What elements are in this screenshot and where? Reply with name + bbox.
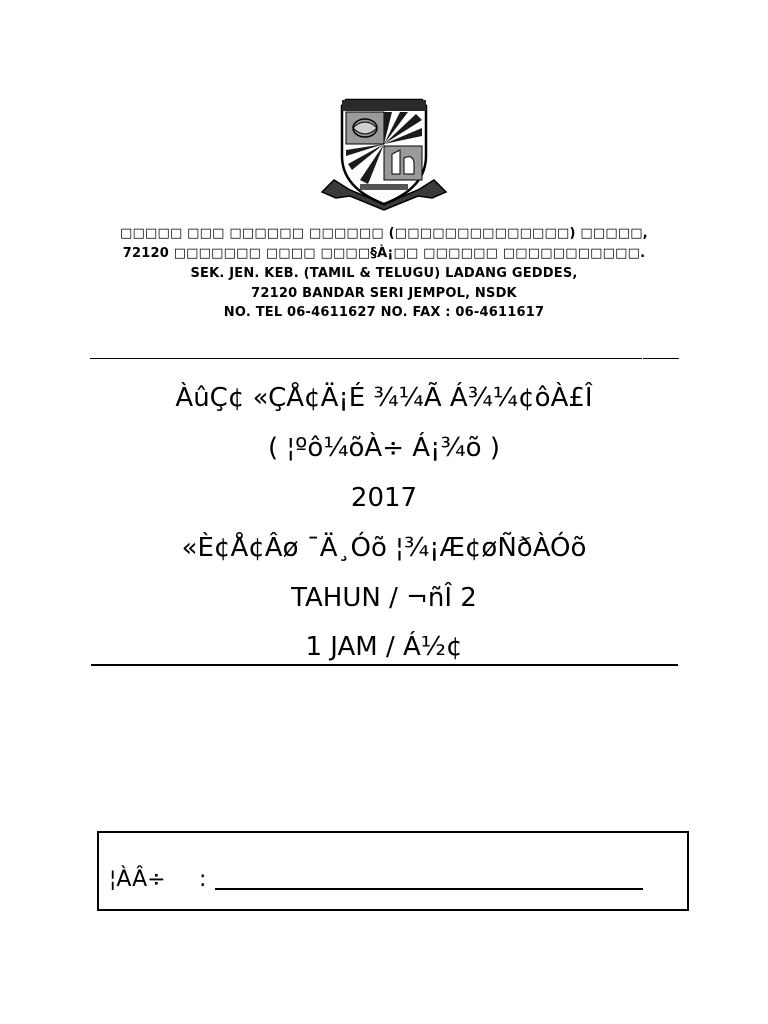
exam-duration: 1 JAM / Á½¢ [305, 632, 463, 662]
student-name-box [97, 831, 689, 911]
school-name-english: SEK. JEN. KEB. (TAMIL & TELUGU) LADANG GEDDES, [190, 266, 578, 281]
exam-title: ÀûÇ¢ «ÇÅ¢Ä¡É ¾¼Ã Á¾¼¢ôÀ£Î [175, 383, 593, 413]
name-entry-line[interactable] [215, 888, 643, 890]
exam-subject: «È¢Å¢Âø ¯Ä¸Óõ ¦¾¡Æ¢øÑðÀÓõ [181, 533, 587, 563]
school-address-english: 72120 BANDAR SERI JEMPOL, NSDK [251, 286, 517, 301]
name-label: ¦ÀÂ÷ [109, 867, 166, 892]
exam-month: ( ¦ºô¼õÀ÷ Á¡¾õ ) [268, 433, 500, 463]
exam-year-level: TAHUN / ¬ñÎ 2 [291, 583, 477, 613]
school-crest-logo [320, 96, 448, 212]
header-divider [90, 358, 642, 359]
name-colon: : [199, 867, 207, 892]
exam-year: 2017 [350, 483, 418, 513]
school-address-tamil: 72120 □□□□□□□ □□□□ □□□□§À¡□□ □□□□□□ □□□□□□□□□□□. [122, 246, 646, 261]
school-contact-numbers: NO. TEL 06-4611627 NO. FAX : 06-4611617 [223, 305, 545, 320]
title-divider [91, 664, 678, 666]
header-divider-end [643, 358, 679, 359]
school-name-tamil: □□□□□ □□□ □□□□□□ □□□□□□ (□□□□□□□□□□□□□□) □□□□□, [120, 226, 648, 241]
